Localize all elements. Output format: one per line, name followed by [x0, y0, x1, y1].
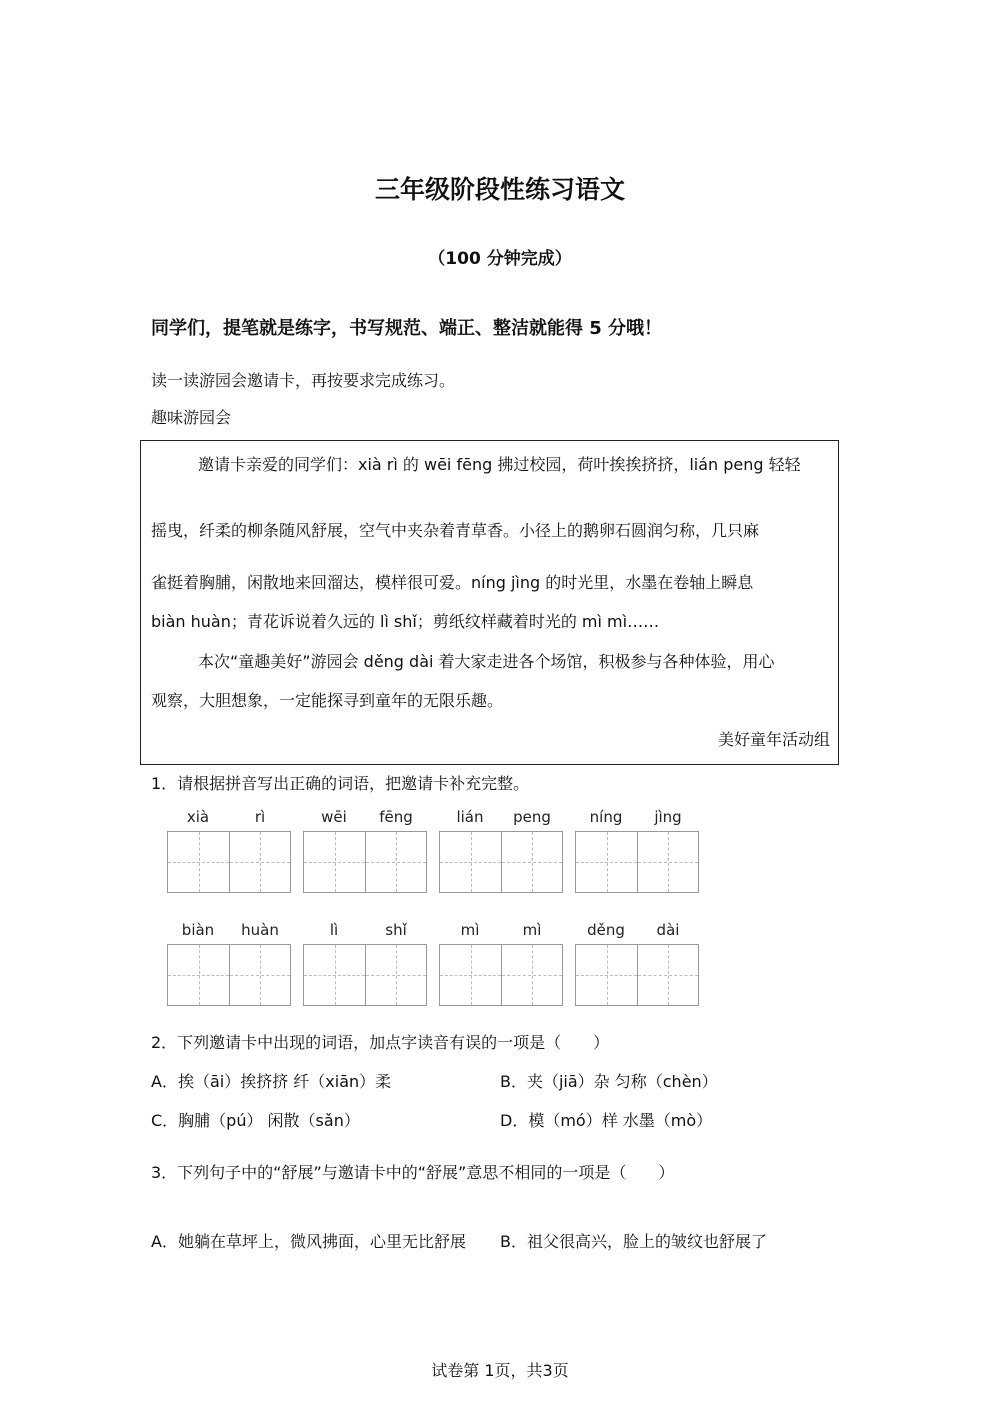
invite-line-4: biàn huàn；青花诉说着久远的 lì shǐ；剪纸纹样藏着时光的 mì mì……	[151, 612, 660, 631]
pinyin-label: shǐ	[385, 921, 407, 939]
pinyin-label: huàn	[241, 921, 279, 939]
pinyin-label: rì	[254, 808, 266, 826]
writing-grid[interactable]	[167, 944, 291, 1006]
option-d[interactable]: D．模（mó）样 水墨（mò）	[500, 1111, 713, 1130]
writing-cell[interactable]	[365, 832, 426, 892]
pinyin-label: dài	[656, 921, 680, 939]
pinyin-label: mì	[460, 921, 480, 939]
invite-line-2: 摇曳，纤柔的柳条随风舒展，空气中夹杂着青草香。小径上的鹅卵石圆润匀称，几只麻	[151, 521, 760, 540]
pinyin-label: lián	[456, 808, 484, 826]
writing-grid[interactable]	[575, 831, 699, 893]
writing-notice: 同学们，提笔就是练字，书写规范、端正、整洁就能得 5 分哦！	[151, 318, 663, 339]
writing-cell[interactable]	[440, 832, 501, 892]
pinyin-label: fēng	[379, 808, 413, 826]
question-2-prompt: 2．下列邀请卡中出现的词语，加点字读音有误的一项是（ ）	[151, 1033, 610, 1052]
writing-cell[interactable]	[304, 832, 365, 892]
writing-grid[interactable]	[439, 944, 563, 1006]
invite-line-5: 本次“童趣美好”游园会 děng dài 着大家走进各个场馆，积极参与各种体验，用心	[198, 652, 775, 671]
invite-signature: 美好童年活动组	[717, 730, 830, 749]
option-a[interactable]: A．挨（āi）挨挤挤 纤（xiān）柔	[151, 1072, 392, 1091]
time-limit: （100 分钟完成）	[428, 249, 572, 269]
invitation-card	[140, 440, 839, 765]
invite-line-6: 观察，大胆想象，一定能探寻到童年的无限乐趣。	[151, 691, 504, 710]
writing-cell[interactable]	[637, 945, 698, 1005]
writing-grid[interactable]	[575, 944, 699, 1006]
pinyin-label: jìng	[654, 808, 682, 826]
pinyin-label: xià	[186, 808, 210, 826]
writing-cell[interactable]	[168, 945, 229, 1005]
pinyin-label: wēi	[321, 808, 347, 826]
writing-grid[interactable]	[303, 944, 427, 1006]
option-b[interactable]: B．夹（jiā）杂 匀称（chèn）	[500, 1072, 718, 1091]
writing-cell[interactable]	[637, 832, 698, 892]
passage-heading: 趣味游园会	[151, 408, 232, 427]
question-3-prompt: 3．下列句子中的“舒展”与邀请卡中的“舒展”意思不相同的一项是（ ）	[151, 1163, 675, 1182]
writing-grid[interactable]	[303, 831, 427, 893]
page-number: 试卷第 1页，共3页	[431, 1361, 569, 1380]
pinyin-label: peng	[513, 808, 551, 826]
page-title: 三年级阶段性练习语文	[374, 175, 625, 204]
writing-grid[interactable]	[439, 831, 563, 893]
writing-cell[interactable]	[229, 945, 290, 1005]
pinyin-label: lì	[329, 921, 339, 939]
writing-cell[interactable]	[440, 945, 501, 1005]
writing-cell[interactable]	[304, 945, 365, 1005]
pinyin-label: níng	[589, 808, 623, 826]
writing-cell[interactable]	[576, 945, 637, 1005]
writing-cell[interactable]	[365, 945, 426, 1005]
writing-cell[interactable]	[501, 832, 562, 892]
option-c[interactable]: C．胸脯（pú） 闲散（sǎn）	[151, 1111, 360, 1130]
writing-cell[interactable]	[168, 832, 229, 892]
option-a[interactable]: A．她躺在草坪上，微风拂面，心里无比舒展	[151, 1232, 466, 1251]
pinyin-label: děng	[587, 921, 625, 939]
option-b[interactable]: B．祖父很高兴，脸上的皱纹也舒展了	[500, 1232, 767, 1251]
pinyin-label: biàn	[181, 921, 215, 939]
writing-grid[interactable]	[167, 831, 291, 893]
pinyin-label: mì	[522, 921, 542, 939]
writing-cell[interactable]	[576, 832, 637, 892]
question-1-prompt: 1．请根据拼音写出正确的词语，把邀请卡补充完整。	[151, 774, 530, 793]
reading-instruction: 读一读游园会邀请卡，再按要求完成练习。	[151, 371, 456, 390]
invite-line-3: 雀挺着胸脯，闲散地来回溜达，模样很可爱。níng jìng 的时光里，水墨在卷轴上瞬息	[151, 573, 754, 592]
writing-cell[interactable]	[229, 832, 290, 892]
invite-line-1: 邀请卡亲爱的同学们：xià rì 的 wēi fēng 拂过校园，荷叶挨挨挤挤，lián peng 轻轻	[198, 455, 801, 474]
writing-cell[interactable]	[501, 945, 562, 1005]
